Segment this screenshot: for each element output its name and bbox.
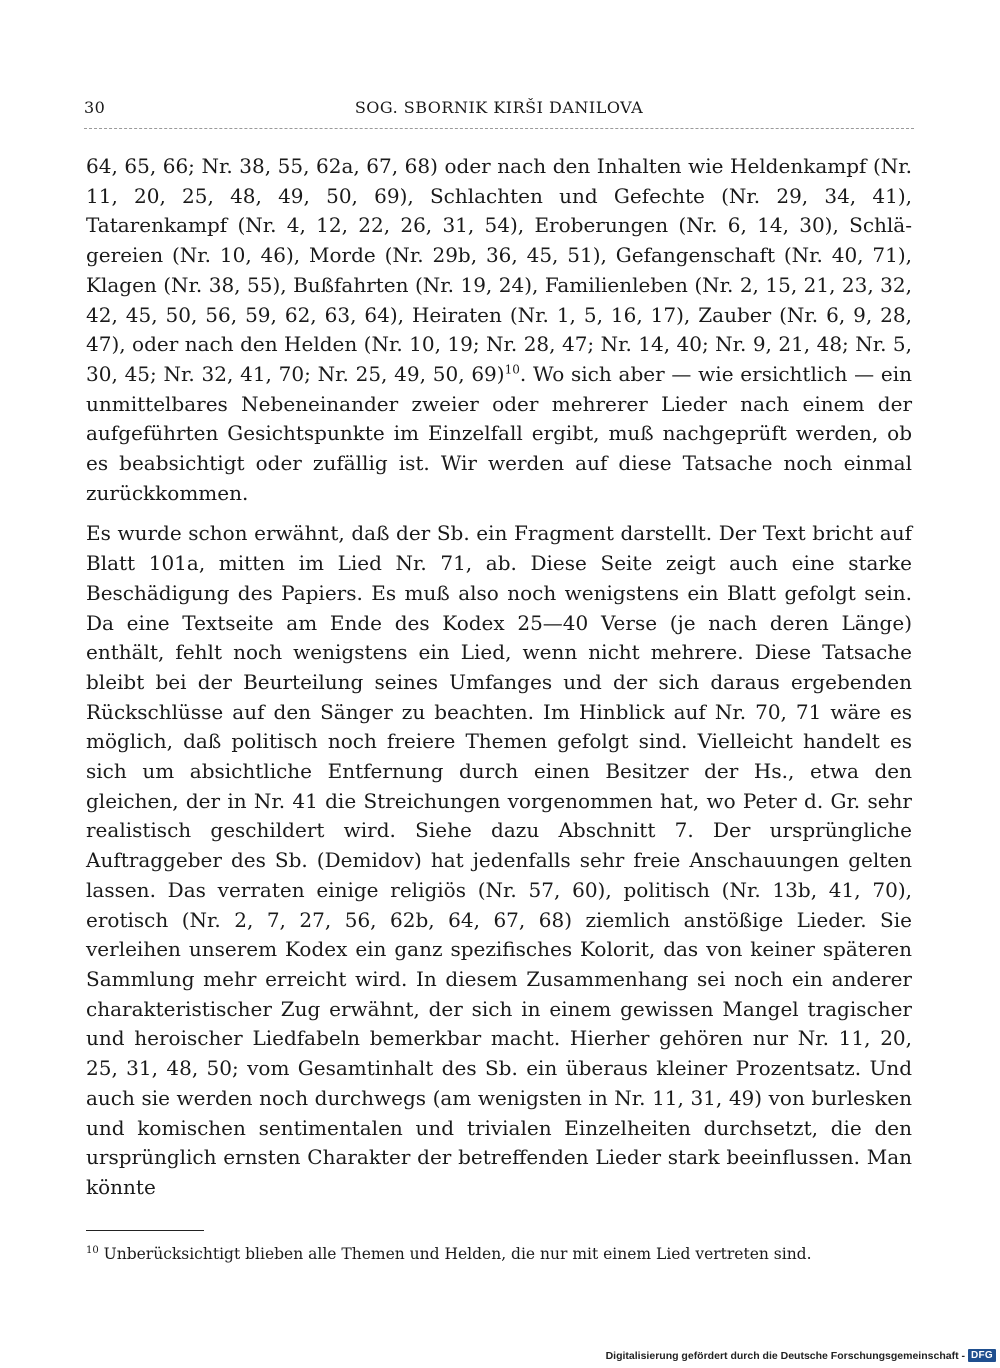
header-rule [84, 128, 914, 129]
funding-text: Digitalisierung gefördert durch die Deutsche Forschungsgemeinschaft - [605, 1349, 965, 1362]
paragraph-1-text-b: . Wo sich aber — wie ersichtlich — ein unmittelbares Nebeneinander zweier oder mehrerer Lieder nach einem der aufgeführten Gesichtspunkte im Einzelfall ergibt, muß nachgeprüft werden, ob es beabsichtigt oder zufällig ist. Wir werden auf diese Tatsache noch einmal zurückkommen. [86, 361, 912, 505]
page-number: 30 [84, 98, 106, 117]
body-text [86, 152, 912, 1203]
page-header [84, 98, 914, 124]
footnote [86, 1240, 912, 1265]
footnote-marker: 10 [86, 1245, 99, 1256]
paragraph-2: Es wurde schon erwähnt, daß der Sb. ein Fragment darstellt. Der Text bricht auf Blatt 101a, mitten im Lied Nr. 71, ab. Diese Seite zeigt auch eine starke Beschädigung des Papiers. Es muß also noch wenigstens ein Blatt gefolgt sein. Da eine Textseite am Ende des Kodex 25—40 Verse (je nach deren Länge) enthält, fehlt noch wenigstens ein Lied, wenn nicht mehrere. Diese Tatsache bleibt bei der Beurteilung seines Umfanges und der sich daraus ergebenden Rückschlüsse auf den Sänger zu beachten. Im Hinblick auf Nr. 70, 71 wäre es möglich, daß politisch noch freiere Themen gefolgt sind. Vielleicht handelt es sich um absichtliche Entfernung durch einen Besitzer der Hs., etwa den gleichen, der in Nr. 41 die Streichungen vorgenommen hat, wo Peter d. Gr. sehr realistisch geschildert wird. Siehe dazu Abschnitt 7. Der ursprüngliche Auftraggeber des Sb. (Demidov) hat jedenfalls sehr freie Anschauungen gelten lassen. Das verraten einige religiös (Nr. 57, 60), politisch (Nr. 13b, 41, 70), erotisch (Nr. 2, 7, 27, 56, 62b, 64, 67, 68) ziemlich anstößige Lieder. Sie verleihen unserem Kodex ein ganz spezifisches Kolorit, das von keiner späteren Sammlung mehr erreicht wird. In diesem Zusammenhang sei noch ein anderer charakteristischer Zug erwähnt, der sich in einem gewissen Mangel tragischer und heroischer Liedfabeln bemerkbar macht. Hierher gehören nur Nr. 11, 20, 25, 31, 48, 50; vom Gesamtinhalt des Sb. ein überaus kleiner Prozentsatz. Und auch sie werden noch durchwegs (am wenigsten in Nr. 11, 31, 49) von burlesken und komischen sentimentalen und trivialen Einzelheiten durchsetzt, die den ursprünglich ernsten Charakter der betreffenden Lieder stark beeinflussen. Man könnte [86, 521, 912, 1199]
paragraph-1 [86, 152, 912, 508]
dfg-logo-icon: DFG [968, 1349, 996, 1362]
footnote-reference[interactable]: 10 [504, 362, 520, 377]
footnote-rule [86, 1230, 204, 1231]
funding-banner [606, 1349, 996, 1362]
running-head: SOG. SBORNIK KIRŠI DANILOVA [354, 98, 644, 117]
paragraph-1-text-a: 64, 65, 66; Nr. 38, 55, 62a, 67, 68) oder nach den Inhalten wie Heldenkampf (Nr. 11, 20, 25, 48, 49, 50, 69), Schlachten und Gefechte (Nr. 29, 34, 41), Tatarenkampf (Nr. 4, 12, 22, 26, 31, 54), Eroberungen (Nr. 6, 14, 30), Schlägereien (Nr. 10, 46), Morde (Nr. 29b, 36, 45, 51), Gefangenschaft (Nr. 40, 71), Klagen (Nr. 38, 55), Bußfahrten (Nr. 19, 24), Familienleben (Nr. 2, 15, 21, 23, 32, 42, 45, 50, 56, 59, 62, 63, 64), Heiraten (Nr. 1, 5, 16, 17), Zauber (Nr. 6, 9, 28, 47), oder nach den Helden (Nr. 10, 19; Nr. 28, 47; Nr. 14, 40; Nr. 9, 21, 48; Nr. 5, 30, 45; Nr. 32, 41, 70; Nr. 25, 49, 50, 69) [86, 154, 912, 386]
footnote-text: Unberücksichtigt blieben alle Themen und Helden, die nur mit einem Lied vertreten sind. [98, 1245, 812, 1264]
